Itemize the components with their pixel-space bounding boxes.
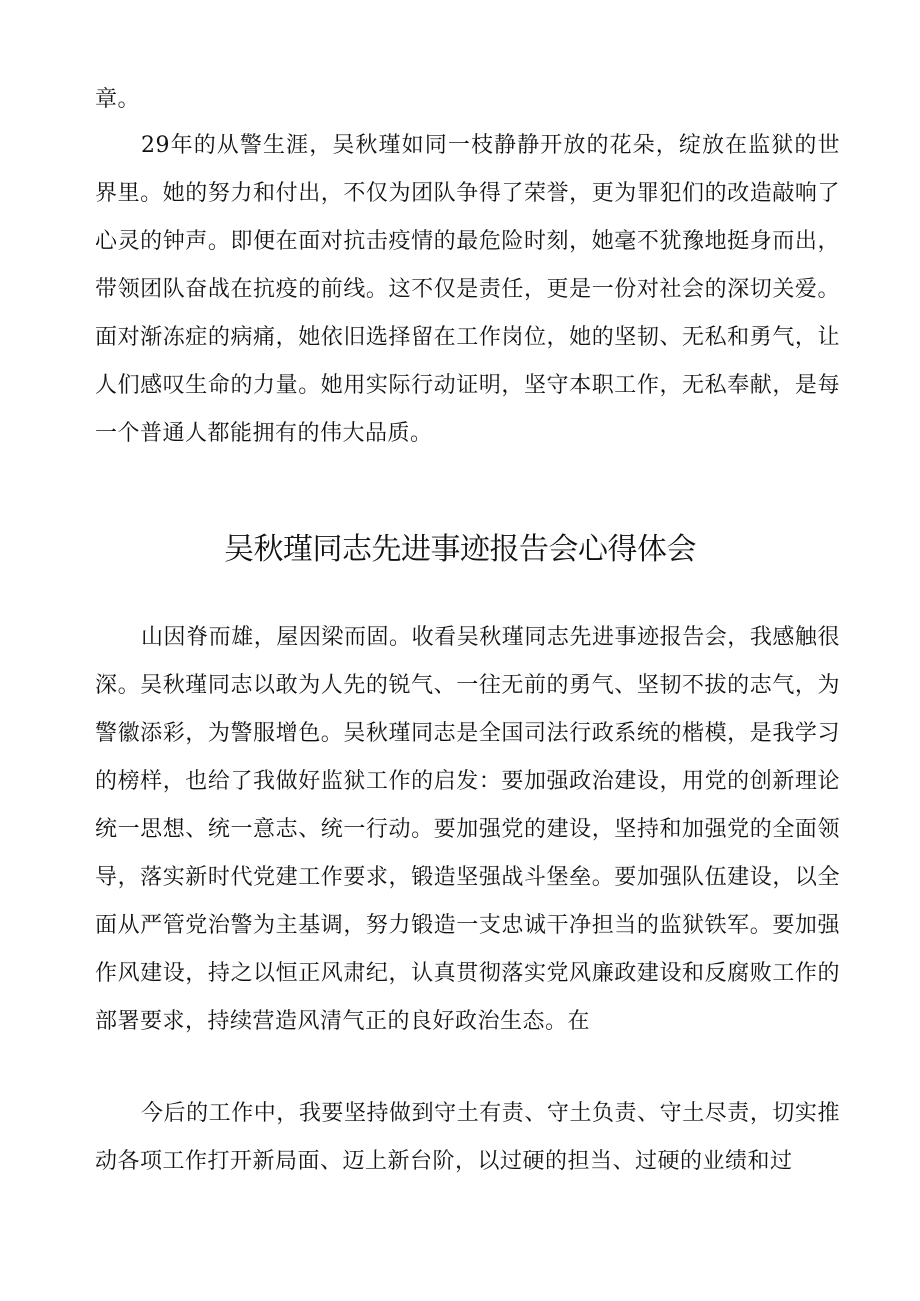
- paragraph-future-work: 今后的工作中，我要坚持做到守土有责、守土负责、守土尽责，切实推动各项工作打开新局面、迈上新台阶，以过硬的担当、过硬的业绩和过: [95, 1101, 840, 1174]
- paragraph-career: 29年的从警生涯，吴秋瑾如同一枝静静开放的花朵，绽放在监狱的世界里。她的努力和付出，不仅为团队争得了荣誉，更为罪犯们的改造敲响了心灵的钟声。即便在面对抗击疫情的最危险时刻，她毫不犹豫地挺身而出，带领团队奋战在抗疫的前线。这不仅是责任，更是一份对社会的深切关爱。面对渐冻症的病痛，她依旧选择留在工作岗位，她的坚韧、无私和勇气，让人们感叹生命的力量。她用实际行动证明，坚守本职工作，无私奉献，是每一个普通人都能拥有的伟大品质。: [95, 133, 840, 446]
- paragraph-continuation: 章。: [95, 87, 141, 112]
- paragraph-reflection: 山因脊而雄，屋因梁而固。收看吴秋瑾同志先进事迹报告会，我感触很深。吴秋瑾同志以敢为人先的锐气、一往无前的勇气、坚韧不拔的志气，为警徽添彩，为警服增色。吴秋瑾同志是全国司法行政系统的楷模，是我学习的榜样，也给了我做好监狱工作的启发：要加强政治建设，用党的创新理论统一思想、统一意志、统一行动。要加强党的建设，坚持和加强党的全面领导，落实新时代党建工作要求，锻造坚强战斗堡垒。要加强队伍建设，以全面从严管党治警为主基调，努力锻造一支忠诚干净担当的监狱铁军。要加强作风建设，持之以恒正风肃纪，认真贯彻落实党风廉政建设和反腐败工作的部署要求，持续营造风清气正的良好政治生态。在: [95, 625, 840, 1034]
- section-title: 吴秋瑾同志先进事迹报告会心得体会: [224, 532, 696, 567]
